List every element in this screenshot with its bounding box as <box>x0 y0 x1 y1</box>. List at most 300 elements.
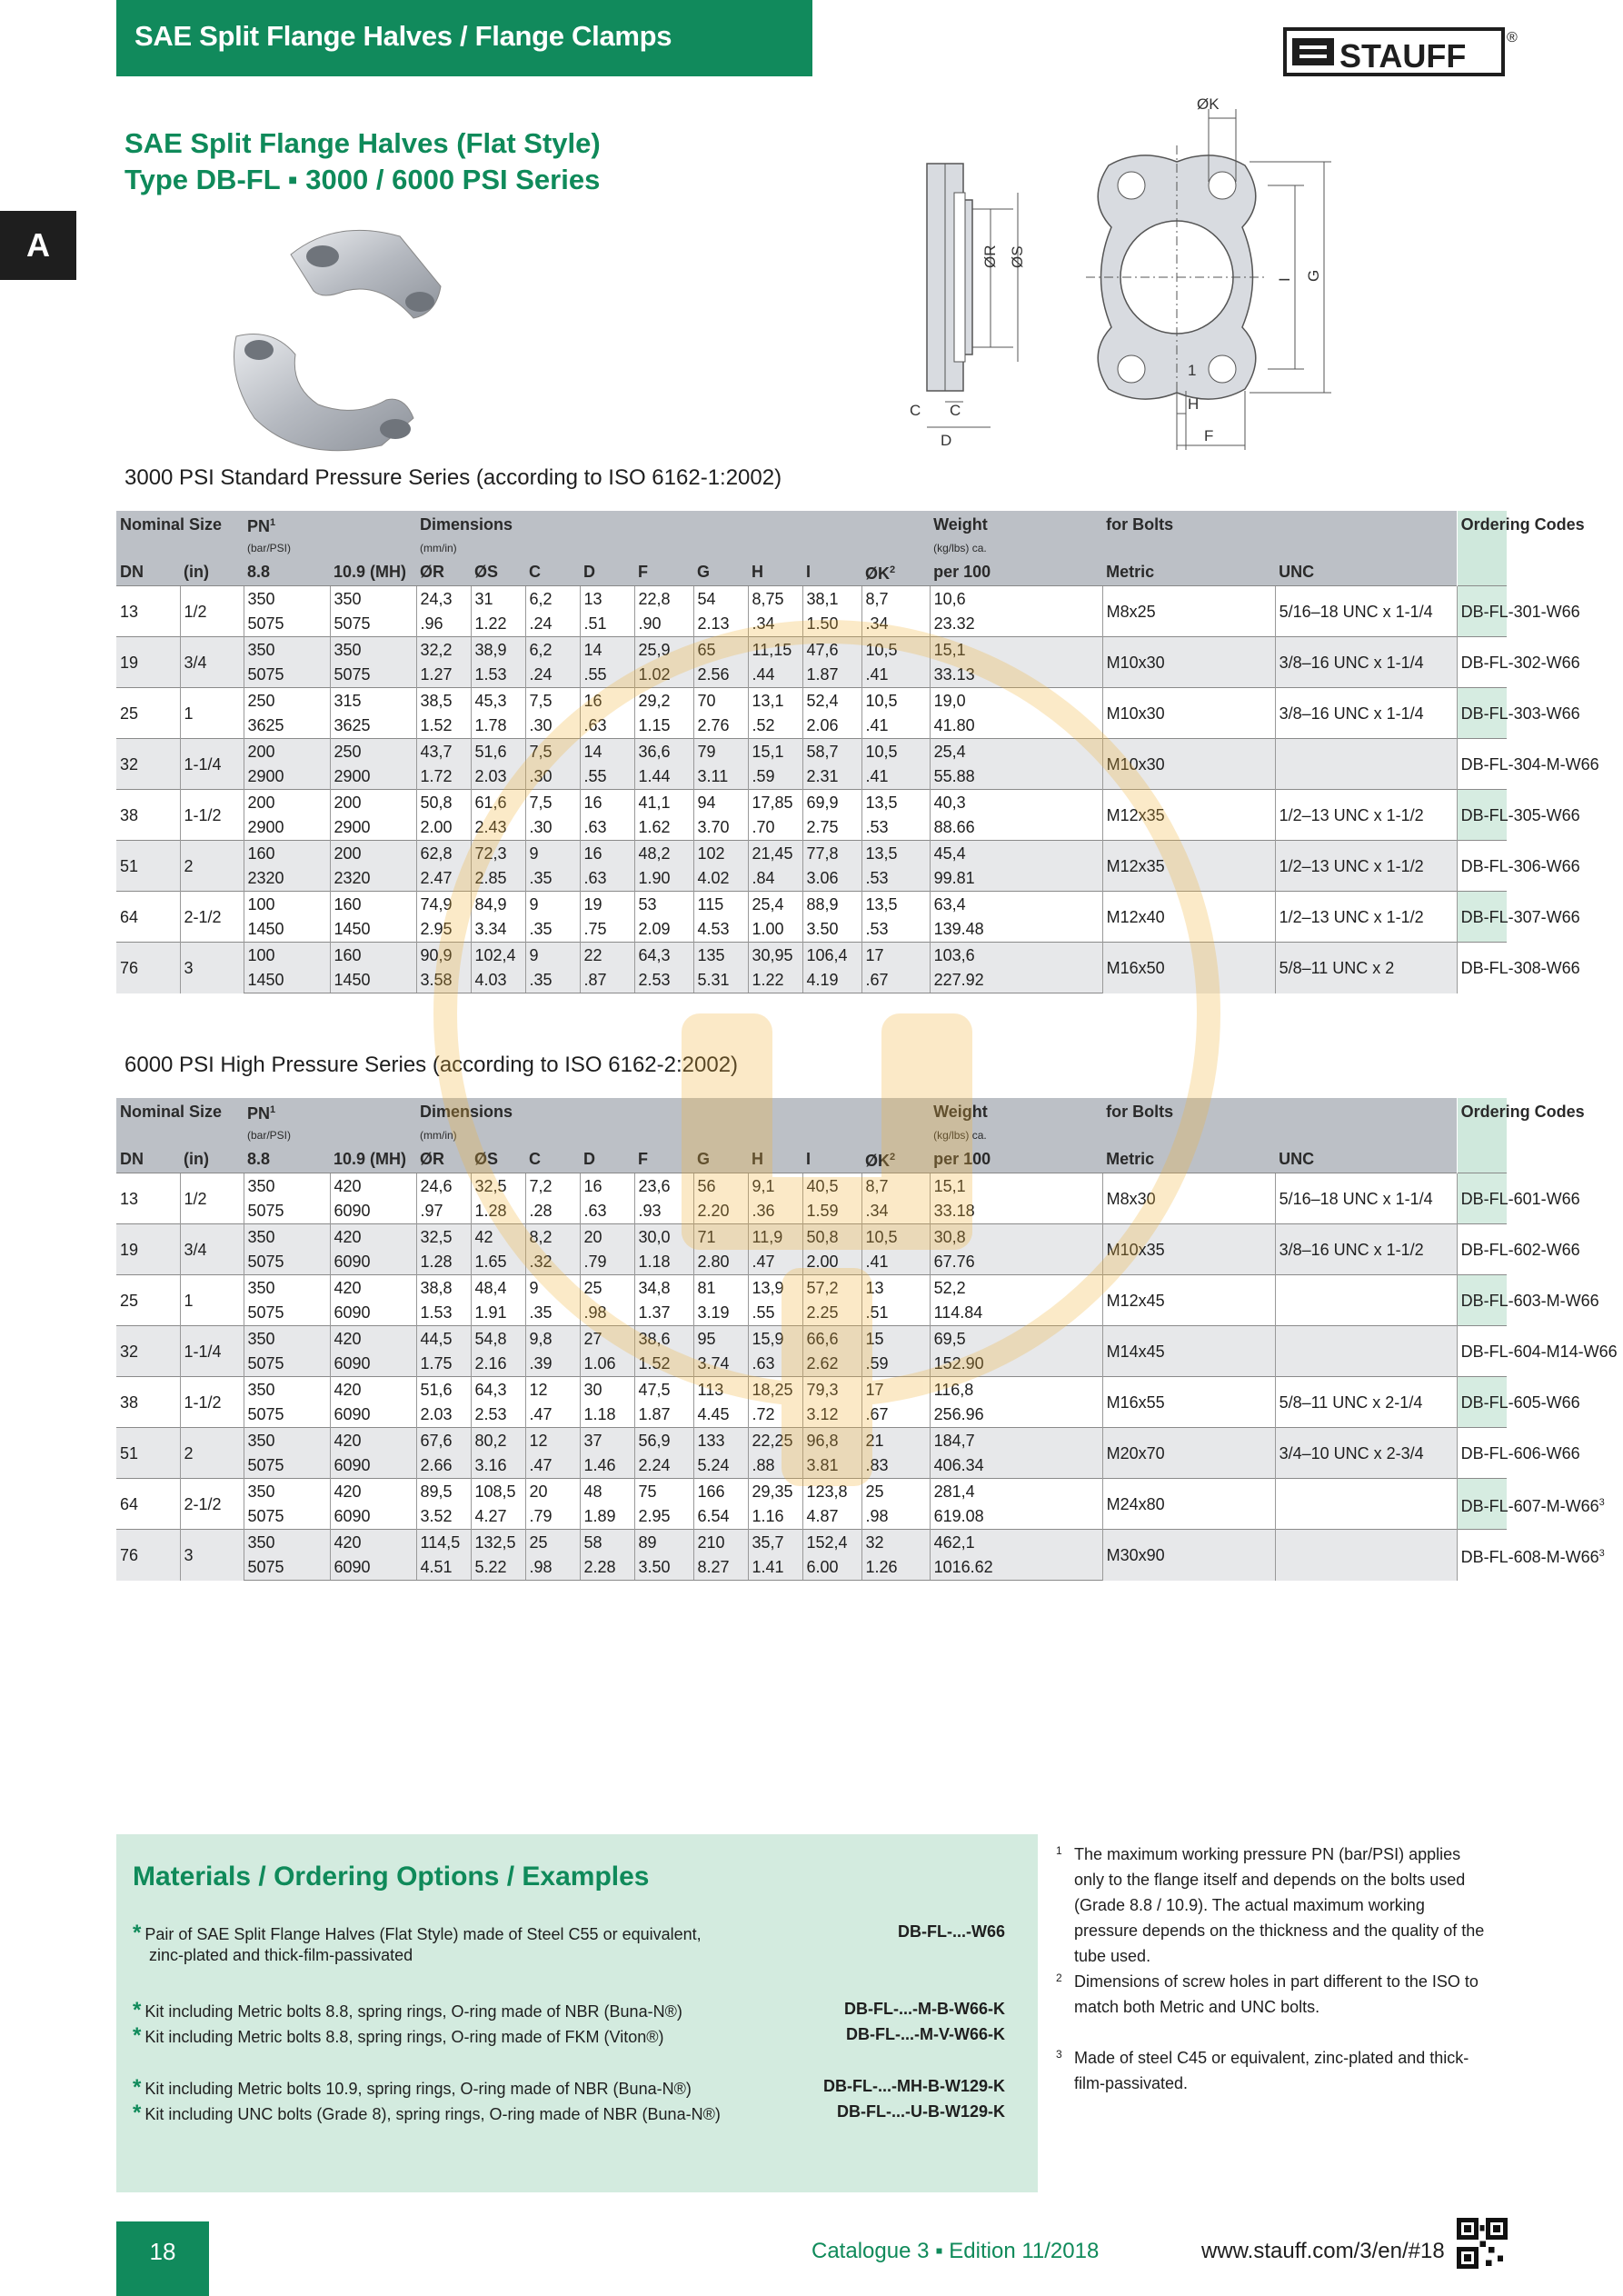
table1-title: 3000 PSI Standard Pressure Series (according to ISO 6162-1:2002) <box>124 465 782 490</box>
ordering-code-cell[interactable]: DB-FL-601-W66 <box>1457 1173 1507 1224</box>
value-cell: 6,2 <box>525 637 580 663</box>
value-cell: 24,3 <box>416 586 471 612</box>
value-cell: .39 <box>525 1352 580 1377</box>
header-title: SAE Split Flange Halves / Flange Clamps <box>134 20 672 52</box>
value-cell: .83 <box>861 1453 930 1479</box>
value-cell: .24 <box>525 612 580 637</box>
value-cell: 115 <box>693 892 748 917</box>
footnote-1: 1 The maximum working pressure PN (bar/PSI) applies only to the flange itself and depends on the bolts used (Grade 8.8 / 10.9). The actual maximum working pressure depends on the thickness and the quality of the tube used. <box>1056 1844 1485 1965</box>
bolts-header: for Bolts <box>1102 511 1457 538</box>
inch-cell: 1 <box>180 688 244 739</box>
value-cell: 4.19 <box>802 968 861 993</box>
value-cell: .41 <box>861 714 930 739</box>
value-cell: 6090 <box>330 1250 416 1275</box>
value-cell: 22 <box>580 943 634 968</box>
value-cell: 166 <box>693 1479 748 1504</box>
metric-bolt-cell: M10x30 <box>1102 688 1275 739</box>
value-cell: 2.47 <box>416 866 471 892</box>
value-cell: 7,5 <box>525 688 580 714</box>
value-cell: 63,4 <box>930 892 1102 917</box>
value-cell: 152.90 <box>930 1352 1102 1377</box>
metric-bolt-cell: M16x55 <box>1102 1377 1275 1428</box>
value-cell: 6090 <box>330 1403 416 1428</box>
value-cell: 1.18 <box>634 1250 693 1275</box>
value-cell: .67 <box>861 968 930 993</box>
value-cell: 3.34 <box>471 917 525 943</box>
ordering-code-cell[interactable]: $DB-FL-607-M-W66^3$ <box>1457 1479 1507 1530</box>
dn-cell: 19 <box>116 1224 180 1275</box>
ordering-code-cell[interactable]: DB-FL-301-W66 <box>1457 586 1507 637</box>
pn-header: $PN^1$ <box>244 1098 416 1125</box>
ordering-code-cell[interactable]: DB-FL-302-W66 <box>1457 637 1507 688</box>
value-cell: 8,7 <box>861 586 930 612</box>
value-cell: 2.76 <box>693 714 748 739</box>
value-cell: 3.81 <box>802 1453 861 1479</box>
unc-bolt-cell: 5/8–11 UNC x 2-1/4 <box>1275 1377 1457 1428</box>
value-cell: 102,4 <box>471 943 525 968</box>
value-cell: 108,5 <box>471 1479 525 1504</box>
value-cell: 1016.62 <box>930 1555 1102 1581</box>
value-cell: 132,5 <box>471 1530 525 1555</box>
value-cell: 81 <box>693 1275 748 1301</box>
value-cell: 51,6 <box>416 1377 471 1403</box>
value-cell: 1450 <box>330 917 416 943</box>
value-cell: 45,3 <box>471 688 525 714</box>
ordering-code-cell[interactable]: DB-FL-605-W66 <box>1457 1377 1507 1428</box>
value-cell: 16 <box>580 1173 634 1199</box>
value-cell: .88 <box>748 1453 802 1479</box>
value-cell: 3.12 <box>802 1403 861 1428</box>
svg-text:C: C <box>910 402 921 419</box>
value-cell: 79,3 <box>802 1377 861 1403</box>
value-cell: 227.92 <box>930 968 1102 993</box>
value-cell: 350 <box>244 1173 330 1199</box>
value-cell: 74,9 <box>416 892 471 917</box>
value-cell: 42 <box>471 1224 525 1250</box>
value-cell: 38,5 <box>416 688 471 714</box>
dn-cell: 25 <box>116 688 180 739</box>
value-cell: 22,8 <box>634 586 693 612</box>
value-cell: 21,45 <box>748 841 802 866</box>
value-cell: 79 <box>693 739 748 764</box>
value-cell: 350 <box>244 1326 330 1352</box>
section-tab-a[interactable]: A <box>0 211 76 280</box>
technical-drawing <box>904 91 1368 464</box>
value-cell: .41 <box>861 1250 930 1275</box>
value-cell: 38,1 <box>802 586 861 612</box>
value-cell: 350 <box>330 586 416 612</box>
value-cell: 56,9 <box>634 1428 693 1453</box>
weight-unit: (kg/lbs) ca. <box>930 1125 1102 1145</box>
value-cell: 1.16 <box>748 1504 802 1530</box>
col-header-f: F <box>634 1145 693 1173</box>
value-cell: .84 <box>748 866 802 892</box>
value-cell: 15,1 <box>748 739 802 764</box>
value-cell: 11,15 <box>748 637 802 663</box>
value-cell: 200 <box>244 790 330 815</box>
value-cell: .55 <box>580 663 634 688</box>
value-cell: 420 <box>330 1530 416 1555</box>
value-cell: 6,2 <box>525 586 580 612</box>
table-row <box>116 1326 1507 1352</box>
value-cell: 15,1 <box>930 637 1102 663</box>
value-cell: .72 <box>748 1403 802 1428</box>
value-cell: 16 <box>580 841 634 866</box>
value-cell: 5.22 <box>471 1555 525 1581</box>
value-cell: 1.53 <box>471 663 525 688</box>
value-cell: 2.06 <box>802 714 861 739</box>
value-cell: 1450 <box>244 917 330 943</box>
value-cell: .59 <box>861 1352 930 1377</box>
material-code-3: DB-FL-...-M-V-W66-K <box>846 2025 1005 2043</box>
inch-cell: 3 <box>180 1530 244 1581</box>
value-cell: 350 <box>244 1224 330 1250</box>
value-cell: 9 <box>525 943 580 968</box>
value-cell: 5075 <box>330 663 416 688</box>
value-cell: 94 <box>693 790 748 815</box>
value-cell: .35 <box>525 968 580 993</box>
asterisk-icon: * <box>133 2101 142 2125</box>
value-cell: 420 <box>330 1326 416 1352</box>
value-cell: 75 <box>634 1479 693 1504</box>
material-item-5: * Kit including UNC bolts (Grade 8), spring rings, O-ring made of NBR (Buna-N®) <box>133 2101 721 2125</box>
ordering-code-cell[interactable]: DB-FL-603-M-W66 <box>1457 1275 1507 1326</box>
unc-bolt-cell: 3/8–16 UNC x 1-1/4 <box>1275 688 1457 739</box>
stauff-logo <box>1283 27 1521 78</box>
value-cell: 69,9 <box>802 790 861 815</box>
col-header-ok: $ØK^2$ <box>861 558 930 586</box>
value-cell: 5075 <box>244 1250 330 1275</box>
value-cell: 99.81 <box>930 866 1102 892</box>
dn-cell: 76 <box>116 1530 180 1581</box>
value-cell: 25,4 <box>930 739 1102 764</box>
value-cell: 34,8 <box>634 1275 693 1301</box>
value-cell: .51 <box>861 1301 930 1326</box>
col-header-per100: per 100 <box>930 1145 1102 1173</box>
unc-bolt-cell: 5/16–18 UNC x 1-1/4 <box>1275 586 1457 637</box>
ordering-code-cell[interactable]: DB-FL-606-W66 <box>1457 1428 1507 1479</box>
ordering-code-cell[interactable]: DB-FL-604-M14-W66 <box>1457 1326 1507 1377</box>
value-cell: .32 <box>525 1250 580 1275</box>
svg-text:1: 1 <box>1188 362 1197 379</box>
dims-unit: (mm/in) <box>416 1125 930 1145</box>
value-cell: 5075 <box>330 612 416 637</box>
value-cell: 17,85 <box>748 790 802 815</box>
value-cell: .35 <box>525 917 580 943</box>
value-cell: 20 <box>580 1224 634 1250</box>
unc-bolt-cell: 1/2–13 UNC x 1-1/2 <box>1275 841 1457 892</box>
value-cell: 3.52 <box>416 1504 471 1530</box>
col-header-dn: DN <box>116 558 180 586</box>
ordering-code-cell[interactable]: DB-FL-308-W66 <box>1457 943 1507 993</box>
value-cell: 4.51 <box>416 1555 471 1581</box>
value-cell: 2.25 <box>802 1301 861 1326</box>
unc-bolt-cell: 3/8–16 UNC x 1-1/4 <box>1275 637 1457 688</box>
value-cell: 9,1 <box>748 1173 802 1199</box>
value-cell: 420 <box>330 1377 416 1403</box>
table-row <box>116 1377 1507 1403</box>
footnote-2: 2 Dimensions of screw holes in part different to the ISO to match both Metric and UNC bolts. <box>1056 1972 1479 2016</box>
value-cell: 67,6 <box>416 1428 471 1453</box>
value-cell: 32,5 <box>471 1173 525 1199</box>
value-cell: 14 <box>580 637 634 663</box>
footer-url[interactable]: www.stauff.com/3/en/#18 <box>1201 2239 1445 2263</box>
value-cell: .67 <box>861 1403 930 1428</box>
value-cell: 25,9 <box>634 637 693 663</box>
value-cell: .35 <box>525 1301 580 1326</box>
value-cell: 1.22 <box>748 968 802 993</box>
material-item-3: * Kit including Metric bolts 8.8, spring rings, O-ring made of FKM (Viton®) <box>133 2023 664 2048</box>
value-cell: 15,1 <box>930 1173 1102 1199</box>
header-bar <box>116 0 812 76</box>
value-cell: 103,6 <box>930 943 1102 968</box>
value-cell: 32 <box>861 1530 930 1555</box>
value-cell: 64,3 <box>471 1377 525 1403</box>
value-cell: .47 <box>525 1403 580 1428</box>
value-cell: 2.31 <box>802 764 861 790</box>
ordering-code-cell[interactable]: DB-FL-306-W66 <box>1457 841 1507 892</box>
col-header-g109: 10.9 (MH) <box>330 1145 416 1173</box>
value-cell: 1.22 <box>471 612 525 637</box>
table-row <box>116 637 1507 663</box>
value-cell: 420 <box>330 1428 416 1453</box>
value-cell: 89,5 <box>416 1479 471 1504</box>
high-pressure-table <box>116 1098 1618 1581</box>
value-cell: 16 <box>580 790 634 815</box>
qr-code-icon[interactable] <box>1457 2218 1508 2269</box>
value-cell: 5075 <box>244 1301 330 1326</box>
value-cell: 2.28 <box>580 1555 634 1581</box>
metric-bolt-cell: M10x30 <box>1102 637 1275 688</box>
value-cell: .93 <box>634 1199 693 1224</box>
value-cell: 100 <box>244 892 330 917</box>
value-cell: 21 <box>861 1428 930 1453</box>
ordering-code-cell[interactable]: DB-FL-602-W66 <box>1457 1224 1507 1275</box>
dn-cell: 51 <box>116 841 180 892</box>
col-header-metric: Metric <box>1102 558 1275 586</box>
value-cell: 41.80 <box>930 714 1102 739</box>
value-cell: 2900 <box>244 764 330 790</box>
value-cell: 200 <box>330 790 416 815</box>
value-cell: 40,5 <box>802 1173 861 1199</box>
value-cell: 160 <box>244 841 330 866</box>
value-cell: 13 <box>861 1275 930 1301</box>
value-cell: 5075 <box>244 1555 330 1581</box>
value-cell: 47,5 <box>634 1377 693 1403</box>
dn-cell: 13 <box>116 586 180 637</box>
value-cell: 32,2 <box>416 637 471 663</box>
dn-cell: 76 <box>116 943 180 993</box>
value-cell: 58,7 <box>802 739 861 764</box>
value-cell: .98 <box>525 1555 580 1581</box>
unc-bolt-cell: 5/16–18 UNC x 1-1/4 <box>1275 1173 1457 1224</box>
value-cell: 30,8 <box>930 1224 1102 1250</box>
value-cell: 133 <box>693 1428 748 1453</box>
value-cell: 10,5 <box>861 637 930 663</box>
ordering-code-cell[interactable]: DB-FL-307-W66 <box>1457 892 1507 943</box>
pn-header: $PN^1$ <box>244 511 416 538</box>
value-cell: 6.54 <box>693 1504 748 1530</box>
value-cell: 420 <box>330 1479 416 1504</box>
value-cell: .28 <box>525 1199 580 1224</box>
value-cell: .55 <box>748 1301 802 1326</box>
value-cell: .35 <box>525 866 580 892</box>
inch-cell: 3/4 <box>180 637 244 688</box>
value-cell: 33.13 <box>930 663 1102 688</box>
inch-cell: 3/4 <box>180 1224 244 1275</box>
table-row <box>116 892 1507 917</box>
table-row <box>116 586 1507 612</box>
value-cell: 24,6 <box>416 1173 471 1199</box>
col-header-d: D <box>580 558 634 586</box>
value-cell: 1.90 <box>634 866 693 892</box>
ordering-codes-header: Ordering Codes <box>1457 1098 1507 1173</box>
value-cell: .70 <box>748 815 802 841</box>
value-cell: 29,2 <box>634 688 693 714</box>
value-cell: 2.16 <box>471 1352 525 1377</box>
col-header-in: (in) <box>180 1145 244 1173</box>
value-cell: 1.41 <box>748 1555 802 1581</box>
value-cell: 2.03 <box>471 764 525 790</box>
value-cell: 35,7 <box>748 1530 802 1555</box>
value-cell: 19,0 <box>930 688 1102 714</box>
value-cell: 114.84 <box>930 1301 1102 1326</box>
value-cell: 1.37 <box>634 1301 693 1326</box>
value-cell: 67.76 <box>930 1250 1102 1275</box>
value-cell: 53 <box>634 892 693 917</box>
value-cell: 1.52 <box>634 1352 693 1377</box>
value-cell: 10,5 <box>861 1224 930 1250</box>
value-cell: 17 <box>861 943 930 968</box>
value-cell: .63 <box>580 1199 634 1224</box>
ordering-code-cell[interactable]: DB-FL-303-W66 <box>1457 688 1507 739</box>
value-cell: 54 <box>693 586 748 612</box>
value-cell: 45,4 <box>930 841 1102 866</box>
value-cell: 184,7 <box>930 1428 1102 1453</box>
dims-unit: (mm/in) <box>416 538 930 558</box>
value-cell: 1.91 <box>471 1301 525 1326</box>
value-cell: 72,3 <box>471 841 525 866</box>
value-cell: .30 <box>525 714 580 739</box>
value-cell: 56 <box>693 1173 748 1199</box>
value-cell: 84,9 <box>471 892 525 917</box>
material-item-4: * Kit including Metric bolts 10.9, spring rings, O-ring made of NBR (Buna-N®) <box>133 2075 692 2100</box>
value-cell: 66,6 <box>802 1326 861 1352</box>
ordering-code-cell[interactable]: DB-FL-304-M-W66 <box>1457 739 1507 790</box>
value-cell: .63 <box>748 1352 802 1377</box>
value-cell: 420 <box>330 1224 416 1250</box>
metric-bolt-cell: M24x80 <box>1102 1479 1275 1530</box>
metric-bolt-cell: M12x45 <box>1102 1275 1275 1326</box>
value-cell: 3.11 <box>693 764 748 790</box>
weight-header: Weight <box>930 511 1102 538</box>
col-header-g109: 10.9 (MH) <box>330 558 416 586</box>
ordering-code-cell[interactable]: $DB-FL-608-M-W66^3$ <box>1457 1530 1507 1581</box>
value-cell: 12 <box>525 1377 580 1403</box>
value-cell: .96 <box>416 612 471 637</box>
product-subtitle: Type DB-FL ▪ 3000 / 6000 PSI Series <box>124 164 601 195</box>
value-cell: 2.95 <box>634 1504 693 1530</box>
table-row <box>116 1479 1507 1504</box>
value-cell: .63 <box>580 714 634 739</box>
value-cell: 1.65 <box>471 1250 525 1275</box>
value-cell: 2900 <box>244 815 330 841</box>
table-row <box>116 1173 1507 1199</box>
value-cell: 1450 <box>244 968 330 993</box>
value-cell: 44,5 <box>416 1326 471 1352</box>
dimensions-header: Dimensions <box>416 1098 930 1125</box>
value-cell: 90,9 <box>416 943 471 968</box>
value-cell: 30 <box>580 1377 634 1403</box>
value-cell: 1.50 <box>802 612 861 637</box>
material-code-5: DB-FL-...-U-B-W129-K <box>837 2102 1005 2121</box>
value-cell: 16 <box>580 688 634 714</box>
value-cell: 1.52 <box>416 714 471 739</box>
col-header-h: H <box>748 1145 802 1173</box>
value-cell: 37 <box>580 1428 634 1453</box>
asterisk-icon: * <box>133 2075 142 2100</box>
value-cell: 69,5 <box>930 1326 1102 1352</box>
dn-cell: 32 <box>116 739 180 790</box>
material-code-4: DB-FL-...-MH-B-W129-K <box>823 2077 1005 2095</box>
value-cell: 2.80 <box>693 1250 748 1275</box>
value-cell: .53 <box>861 917 930 943</box>
value-cell: 57,2 <box>802 1275 861 1301</box>
ordering-code-cell[interactable]: DB-FL-305-W66 <box>1457 790 1507 841</box>
value-cell: 55.88 <box>930 764 1102 790</box>
value-cell: 3.50 <box>802 917 861 943</box>
value-cell: 9 <box>525 841 580 866</box>
col-header-unc: UNC <box>1275 558 1457 586</box>
value-cell: .41 <box>861 764 930 790</box>
inch-cell: 1/2 <box>180 1173 244 1224</box>
table-row <box>116 739 1507 764</box>
value-cell: 123,8 <box>802 1479 861 1504</box>
inch-cell: 1-1/4 <box>180 1326 244 1377</box>
value-cell: 210 <box>693 1530 748 1555</box>
value-cell: 3.50 <box>634 1555 693 1581</box>
table-row <box>116 1224 1507 1250</box>
table-row <box>116 1275 1507 1301</box>
value-cell: 38,8 <box>416 1275 471 1301</box>
col-header-f: F <box>634 558 693 586</box>
value-cell: 1.53 <box>416 1301 471 1326</box>
value-cell: 58 <box>580 1530 634 1555</box>
value-cell: 13 <box>580 586 634 612</box>
table-row <box>116 1428 1507 1453</box>
value-cell: .87 <box>580 968 634 993</box>
value-cell: 10,5 <box>861 739 930 764</box>
value-cell: .47 <box>748 1250 802 1275</box>
value-cell: 40,3 <box>930 790 1102 815</box>
value-cell: 8.27 <box>693 1555 748 1581</box>
value-cell: .30 <box>525 764 580 790</box>
value-cell: 2.13 <box>693 612 748 637</box>
value-cell: 43,7 <box>416 739 471 764</box>
page-number: 18 <box>116 2221 209 2296</box>
metric-bolt-cell: M14x45 <box>1102 1326 1275 1377</box>
value-cell: 29,35 <box>748 1479 802 1504</box>
value-cell: 13,5 <box>861 841 930 866</box>
value-cell: 2.24 <box>634 1453 693 1479</box>
unc-bolt-cell: 3/8–16 UNC x 1-1/2 <box>1275 1224 1457 1275</box>
value-cell: 48,2 <box>634 841 693 866</box>
col-header-d: D <box>580 1145 634 1173</box>
svg-text:G: G <box>1305 269 1322 282</box>
value-cell: 2.00 <box>802 1250 861 1275</box>
value-cell: 2.66 <box>416 1453 471 1479</box>
table-row <box>116 1530 1507 1555</box>
